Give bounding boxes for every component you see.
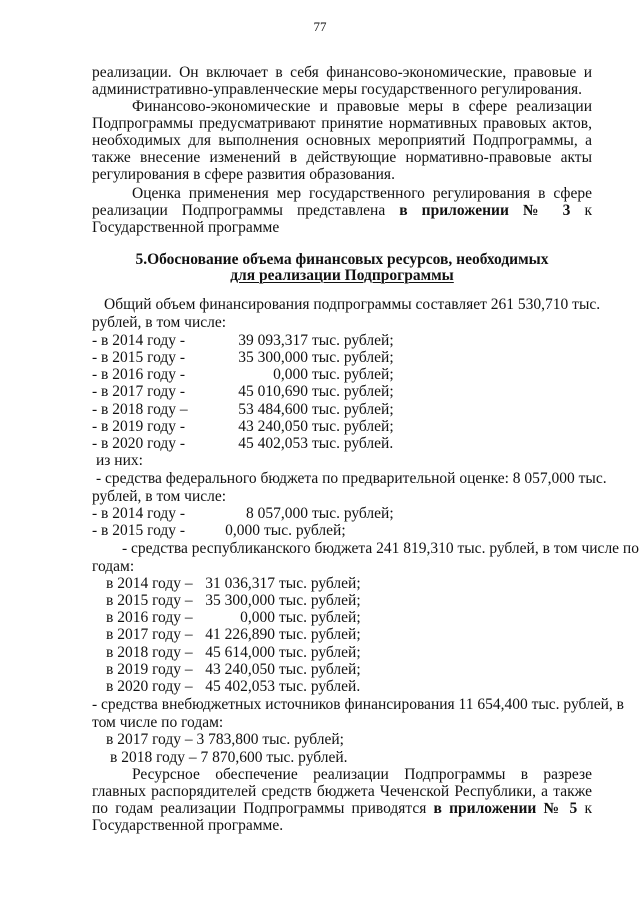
- republic-row-amount: 31 036,317: [205, 575, 275, 592]
- section-heading: [92, 252, 592, 284]
- republic-row-amount: 35 300,000: [205, 592, 275, 609]
- total-row-amount: 45 402,053: [238, 435, 308, 452]
- total-row-unit: тыс. рублей.: [312, 435, 394, 452]
- republic-budget-line-1: - средства республиканского бюджета 241 819,310 тыс. рублей, в том числе по: [122, 540, 639, 557]
- republic-row-year: в 2014 году –: [106, 575, 193, 592]
- total-row-amount: 0,000: [273, 366, 308, 383]
- federal-row-unit: тыс. рублей;: [312, 505, 394, 522]
- total-row-year: - в 2014 году -: [92, 332, 186, 349]
- federal-row-amount: 8 057,000: [246, 505, 308, 522]
- republic-row-unit: тыс. рублей;: [279, 644, 361, 661]
- total-row-year: - в 2020 году -: [92, 435, 186, 452]
- total-row-year: - в 2015 году -: [92, 349, 186, 366]
- closing-paragraph-tail: к Государственной программе.: [92, 800, 593, 834]
- paragraph-intro-3-text: Оценка применения мер государственного регулирования в сфере реализации Подпрограммы представлена: [92, 185, 592, 219]
- total-row-amount: 53 484,600: [238, 401, 308, 418]
- republic-row-year: в 2018 году –: [106, 644, 193, 661]
- total-row-unit: тыс. рублей;: [312, 332, 394, 349]
- paragraph-intro-2: Финансово-экономические и правовые меры в сфере реализации Подпрограммы предусматривают принятие нормативных правовых актов, необходимых для выполнения основных мероприятий Подпрограммы, а также внесение изменений в действующие нормативно-правовые акты регулирования в сфере развития образования.: [92, 98, 592, 183]
- closing-paragraph: [92, 766, 592, 834]
- of-them-label: из них:: [96, 452, 143, 469]
- total-row-unit: тыс. рублей;: [312, 383, 394, 400]
- total-row-unit: тыс. рублей;: [312, 366, 394, 383]
- extra-row: в 2018 году – 7 870,600 тыс. рублей.: [110, 749, 348, 766]
- republic-row-amount: 45 402,053: [205, 678, 275, 695]
- total-row-unit: тыс. рублей;: [312, 418, 394, 435]
- republic-row-year: в 2020 году –: [106, 678, 193, 695]
- republic-row-amount: 41 226,890: [205, 626, 275, 643]
- federal-budget-line-2: рублей, в том числе:: [92, 488, 227, 505]
- total-financing-line-1: Общий объем финансирования подпрограммы составляет 261 530,710 тыс.: [104, 296, 601, 313]
- federal-row-year: - в 2014 году -: [92, 505, 186, 522]
- extra-row: в 2017 году – 3 783,800 тыс. рублей;: [106, 731, 344, 748]
- federal-row-year: - в 2015 году -: [92, 522, 186, 539]
- republic-row-unit: тыс. рублей;: [279, 575, 361, 592]
- republic-row-amount: 45 614,000: [205, 644, 275, 661]
- total-row-amount: 43 240,050: [238, 418, 308, 435]
- republic-row-unit: тыс. рублей;: [279, 592, 361, 609]
- republic-row-year: в 2017 году –: [106, 626, 193, 643]
- republic-budget-line-2: годам:: [92, 558, 135, 575]
- republic-row-unit: тыс. рублей.: [279, 678, 361, 695]
- total-row-year: - в 2017 году -: [92, 383, 186, 400]
- republic-row-amount: 0,000: [240, 609, 275, 626]
- republic-row-year: в 2019 году –: [106, 661, 193, 678]
- total-financing-line-2: рублей, в том числе:: [92, 314, 227, 331]
- federal-budget-line-1: - средства федерального бюджета по предварительной оценке: 8 057,000 тыс.: [96, 470, 607, 487]
- section-heading-line-2: для реализации Подпрограммы: [230, 267, 454, 284]
- republic-row-year: в 2016 году –: [106, 609, 193, 626]
- appendix-5-reference: в приложении № 5: [433, 800, 578, 817]
- total-row-amount: 35 300,000: [238, 349, 308, 366]
- republic-row-amount: 43 240,050: [205, 661, 275, 678]
- appendix-3-reference: в приложении № 3: [399, 202, 571, 219]
- federal-row-unit: тыс. рублей;: [264, 522, 346, 539]
- extra-budget-line-2: том числе по годам:: [92, 714, 224, 731]
- republic-row-year: в 2015 году –: [106, 592, 193, 609]
- total-row-amount: 45 010,690: [238, 383, 308, 400]
- total-row-unit: тыс. рублей;: [312, 401, 394, 418]
- total-row-year: - в 2018 году –: [92, 401, 188, 418]
- total-row-year: - в 2019 году -: [92, 418, 186, 435]
- total-row-amount: 39 093,317: [238, 332, 308, 349]
- paragraph-intro-3: [92, 185, 592, 236]
- paragraph-intro-3-tail: к Государственной программе: [92, 202, 592, 236]
- republic-row-unit: тыс. рублей;: [279, 609, 361, 626]
- paragraph-intro-1: реализации. Он включает в себя финансово-экономические, правовые и административно-управленческие меры государственного регулирования.: [92, 64, 592, 98]
- closing-paragraph-text: Ресурсное обеспечение реализации Подпрограммы в разрезе главных распорядителей средств бюджета Чеченской Республики, а также по годам реализации Подпрограммы приводятся: [92, 766, 592, 817]
- federal-row-amount: 0,000: [225, 522, 260, 539]
- section-heading-line-1: 5.Обоснование объема финансовых ресурсов, необходимых: [135, 251, 549, 268]
- page-number: 77: [313, 19, 327, 34]
- total-row-unit: тыс. рублей;: [312, 349, 394, 366]
- republic-row-unit: тыс. рублей;: [279, 661, 361, 678]
- extra-budget-line-1: - средства внебюджетных источников финансирования 11 654,400 тыс. рублей, в: [92, 696, 624, 713]
- total-row-year: - в 2016 году -: [92, 366, 186, 383]
- republic-row-unit: тыс. рублей;: [279, 626, 361, 643]
